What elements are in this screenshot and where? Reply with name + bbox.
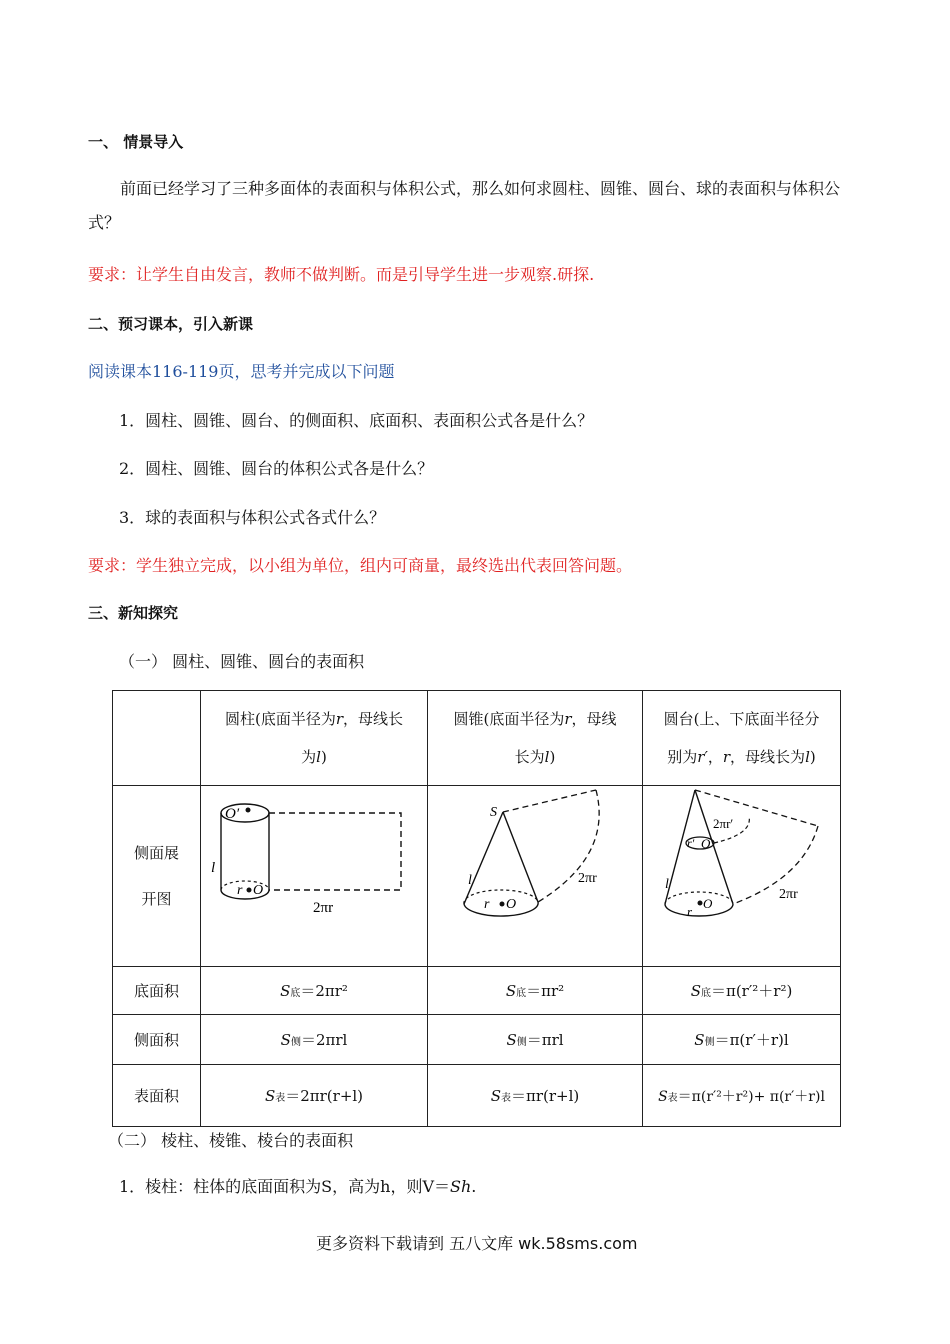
header-cylinder bbox=[201, 691, 428, 786]
formula-s: S bbox=[506, 1031, 517, 1049]
formula-sub: 侧 bbox=[290, 1037, 301, 1048]
header-var: r bbox=[335, 710, 343, 728]
cone-label-s: S bbox=[490, 805, 497, 820]
section-1-requirement: 要求：让学生自由发言，教师不做判断。而是引导学生进一步观察.研探. bbox=[88, 265, 595, 284]
row-label-unfold bbox=[113, 786, 201, 967]
formula-sub: 侧 bbox=[516, 1037, 527, 1048]
section-1-paragraph bbox=[88, 172, 868, 240]
header-text: ) bbox=[320, 748, 327, 766]
cylinder-label-arc: 2πr bbox=[313, 900, 334, 916]
formula-cell bbox=[643, 967, 841, 1015]
formula-cell bbox=[428, 967, 643, 1015]
header-text: 圆柱(底面半径为 bbox=[224, 710, 336, 728]
header-text: ，母线 bbox=[571, 710, 617, 728]
bottom-center-dot bbox=[247, 888, 252, 893]
row-label-text: 侧面展 bbox=[133, 844, 179, 862]
prism-formula: Sh bbox=[450, 1177, 472, 1196]
formula-cell bbox=[428, 1065, 643, 1127]
question-2: 2．圆柱、圆锥、圆台的体积公式各是什么？ bbox=[119, 459, 434, 478]
formula-s: S bbox=[690, 982, 701, 1000]
cone-label-o: O bbox=[506, 897, 517, 912]
header-text: 圆台(上、下底面半径分 bbox=[663, 710, 820, 728]
prism-text: 1．棱柱：柱体的底面面积为S，高为h，则V＝ bbox=[119, 1177, 451, 1196]
formula-cell bbox=[201, 1065, 428, 1127]
formula-s: S bbox=[280, 1031, 291, 1049]
table-row-unfold bbox=[113, 786, 841, 967]
formula-s: S bbox=[264, 1087, 276, 1105]
formula-text: ＝π(r′＋r)l bbox=[714, 1031, 789, 1049]
frustum-label-arc: 2πr bbox=[779, 887, 798, 902]
table-row-base-area bbox=[113, 967, 841, 1015]
cone-label-r: r bbox=[484, 897, 490, 912]
header-var: r bbox=[564, 710, 572, 728]
table-row-surface-area bbox=[113, 1065, 841, 1127]
cylinder-unfold-cell bbox=[201, 786, 428, 967]
unfolded-rectangle bbox=[269, 813, 401, 890]
formula-s: S bbox=[490, 1087, 501, 1105]
section-1-text: 前面已经学习了三种多面体的表面积与体积公式，那么如何求圆柱、圆锥、圆台、球的表面积与体积公式？ bbox=[88, 179, 841, 232]
cone-right-edge bbox=[503, 812, 538, 902]
question-3: 3．球的表面积与体积公式各式什么？ bbox=[119, 508, 386, 527]
header-var: r bbox=[722, 748, 731, 766]
subsection-2-title: （二） 棱柱、棱锥、棱台的表面积 bbox=[108, 1131, 354, 1150]
header-empty-cell bbox=[113, 691, 201, 786]
formula-text: ＝π(r′²＋r²)+ π(r′＋r)l bbox=[677, 1088, 825, 1105]
frustum-center-dot bbox=[698, 901, 703, 906]
section-1-title: 一、 情景导入 bbox=[88, 133, 184, 151]
footer-text: 更多资料下载请到 五八文库 wk.58sms.com bbox=[316, 1234, 638, 1253]
frustum-label-o1: O bbox=[701, 836, 711, 851]
formula-s: S bbox=[280, 982, 291, 1000]
frustum-label-l: l bbox=[665, 877, 669, 892]
frustum-label-r: r bbox=[687, 904, 693, 919]
cylinder-label-l: l bbox=[211, 860, 216, 876]
formula-sub: 表 bbox=[667, 1092, 678, 1104]
cone-center-dot bbox=[500, 902, 505, 907]
frustum-base-front bbox=[665, 904, 733, 916]
header-text: 长为 bbox=[514, 748, 545, 766]
surface-area-table bbox=[112, 690, 841, 1127]
cone-label-arc: 2πr bbox=[578, 871, 597, 886]
formula-text: ＝πrl bbox=[526, 1031, 564, 1049]
formula-sub: 底 bbox=[290, 988, 301, 999]
section-3-title: 三、新知探究 bbox=[88, 604, 179, 622]
frustum-unfold-cell bbox=[643, 786, 841, 967]
cone-label-l: l bbox=[468, 873, 472, 888]
formula-sub: 侧 bbox=[704, 1037, 715, 1048]
reading-instruction: 阅读课本116-119页，思考并完成以下问题 bbox=[88, 362, 395, 381]
formula-text: ＝2πrl bbox=[300, 1031, 348, 1049]
table-header-row bbox=[113, 691, 841, 786]
prism-period: . bbox=[471, 1177, 477, 1196]
top-center-dot bbox=[246, 808, 251, 813]
header-text: 别为 bbox=[667, 748, 698, 766]
cylinder-label-o: O bbox=[253, 883, 264, 898]
formula-cell bbox=[201, 967, 428, 1015]
formula-text: ＝2πr(r+l) bbox=[285, 1087, 364, 1105]
row-label-text: 开图 bbox=[141, 890, 172, 908]
formula-s: S bbox=[658, 1088, 668, 1105]
header-text: ) bbox=[809, 748, 816, 766]
cone-sector-edge bbox=[503, 790, 596, 812]
question-1: 1．圆柱、圆锥、圆台、的侧面积、底面积、表面积公式各是什么？ bbox=[119, 411, 594, 430]
formula-cell bbox=[643, 1065, 841, 1127]
header-var: l bbox=[544, 748, 550, 766]
cylinder-label-top: O′ bbox=[225, 806, 240, 822]
formula-s: S bbox=[694, 1031, 705, 1049]
formula-text: ＝π(r′²＋r²) bbox=[710, 982, 793, 1000]
cylinder-label-r: r bbox=[237, 883, 243, 898]
row-label: 表面积 bbox=[113, 1065, 201, 1127]
formula-cell bbox=[201, 1015, 428, 1065]
formula-s: S bbox=[505, 982, 517, 1000]
header-var: r′ bbox=[697, 748, 708, 766]
cylinder-unfold-diagram bbox=[201, 786, 427, 962]
header-var: l bbox=[805, 748, 810, 766]
row-label: 底面积 bbox=[113, 967, 201, 1015]
prism-volume-line bbox=[119, 1174, 476, 1197]
frustum-outer-arc bbox=[733, 826, 818, 904]
header-frustum bbox=[643, 691, 841, 786]
frustum-label-top-arc: 2πr′ bbox=[713, 816, 734, 831]
frustum-unfold-diagram bbox=[643, 786, 840, 962]
frustum-label-o: O bbox=[703, 896, 713, 911]
formula-text: ＝πr(r+l) bbox=[511, 1087, 580, 1105]
header-text: 圆锥(底面半径为 bbox=[453, 710, 565, 728]
formula-cell bbox=[643, 1015, 841, 1065]
section-2-title: 二、预习课本，引入新课 bbox=[88, 315, 254, 333]
formula-sub: 底 bbox=[700, 988, 711, 999]
header-var: l bbox=[316, 748, 321, 766]
header-text: ，母线长为 bbox=[730, 748, 806, 766]
header-text: ，母线长 bbox=[343, 710, 404, 728]
formula-cell bbox=[428, 1015, 643, 1065]
table-row-lateral-area bbox=[113, 1015, 841, 1065]
header-cone bbox=[428, 691, 643, 786]
formula-sub: 表 bbox=[275, 1093, 286, 1104]
header-text: ， bbox=[707, 748, 723, 766]
header-text: ) bbox=[549, 748, 556, 766]
formula-sub: 表 bbox=[501, 1093, 511, 1104]
frustum-label-r1: r′ bbox=[687, 836, 695, 850]
formula-text: ＝πr² bbox=[526, 982, 565, 1000]
cone-unfold-cell bbox=[428, 786, 643, 967]
row-label: 侧面积 bbox=[113, 1015, 201, 1065]
section-2-requirement: 要求：学生独立完成，以小组为单位，组内可商量，最终选出代表回答问题。 bbox=[88, 556, 633, 575]
header-text: 为 bbox=[301, 748, 317, 766]
subsection-1-title: （一） 圆柱、圆锥、圆台的表面积 bbox=[119, 652, 365, 671]
formula-text: ＝2πr² bbox=[300, 982, 348, 1000]
formula-sub: 底 bbox=[516, 988, 527, 999]
cone-unfold-diagram bbox=[428, 786, 642, 962]
